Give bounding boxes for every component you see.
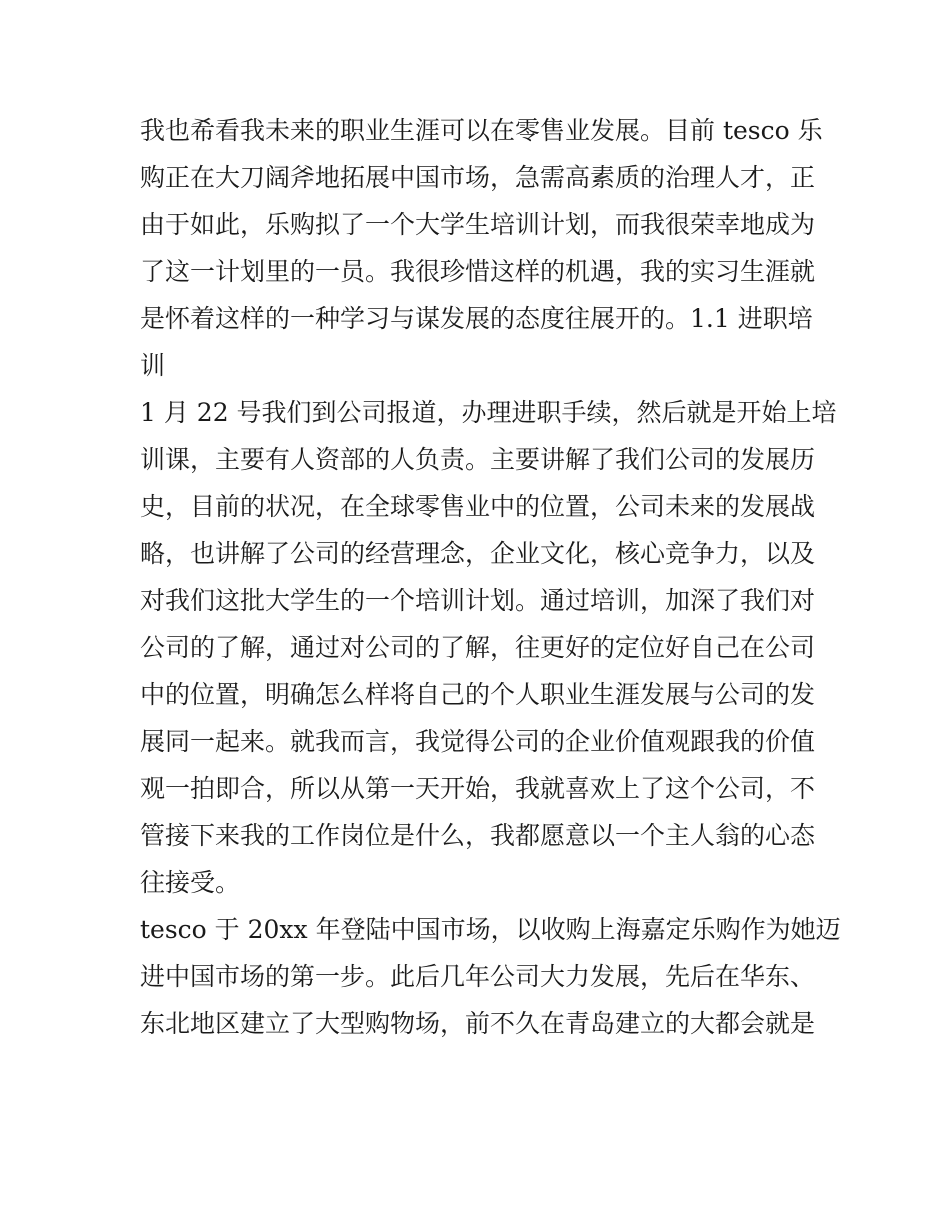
text-line: 对我们这批大学生的一个培训计划。通过培训，加深了我们对	[140, 586, 816, 615]
text-line: 是怀着这样的一种学习与谋发展的态度往展开的。1.1 进职培	[140, 304, 813, 333]
text-line: 我也希看我未来的职业生涯可以在零售业发展。目前 tesco 乐	[140, 116, 823, 145]
text-line: 了这一计划里的一员。我很珍惜这样的机遇，我的实习生涯就	[140, 257, 816, 286]
text-line: 训	[140, 351, 166, 380]
text-line: 由于如此，乐购拟了一个大学生培训计划，而我很荣幸地成为	[140, 210, 816, 239]
text-line: 管接下来我的工作岗位是什么，我都愿意以一个主人翁的心态	[140, 821, 816, 850]
text-line: 购正在大刀阔斧地拓展中国市场，急需高素质的治理人才，正	[140, 163, 816, 192]
text-line: 东北地区建立了大型购物场，前不久在青岛建立的大都会就是	[140, 1009, 816, 1038]
text-line: 往接受。	[140, 868, 241, 897]
text-line: 公司的了解，通过对公司的了解，往更好的定位好自己在公司	[140, 633, 816, 662]
text-line: 进中国市场的第一步。此后几年公司大力发展，先后在华东、	[140, 962, 816, 991]
document-body	[140, 107, 841, 1047]
text-line: 中的位置，明确怎么样将自己的个人职业生涯发展与公司的发	[140, 680, 816, 709]
text-line: 略，也讲解了公司的经营理念，企业文化，核心竞争力，以及	[140, 539, 816, 568]
text-line: 史，目前的状况，在全球零售业中的位置，公司未来的发展战	[140, 492, 816, 521]
text-line: 训课，主要有人资部的人负责。主要讲解了我们公司的发展历	[140, 445, 816, 474]
text-line: tesco 于 20xx 年登陆中国市场，以收购上海嘉定乐购作为她迈	[140, 915, 841, 944]
text-line: 观一拍即合，所以从第一天开始，我就喜欢上了这个公司，不	[140, 774, 816, 803]
text-line: 展同一起来。就我而言，我觉得公司的企业价值观跟我的价值	[140, 727, 816, 756]
text-line: 1 月 22 号我们到公司报道，办理进职手续，然后就是开始上培	[140, 398, 837, 427]
